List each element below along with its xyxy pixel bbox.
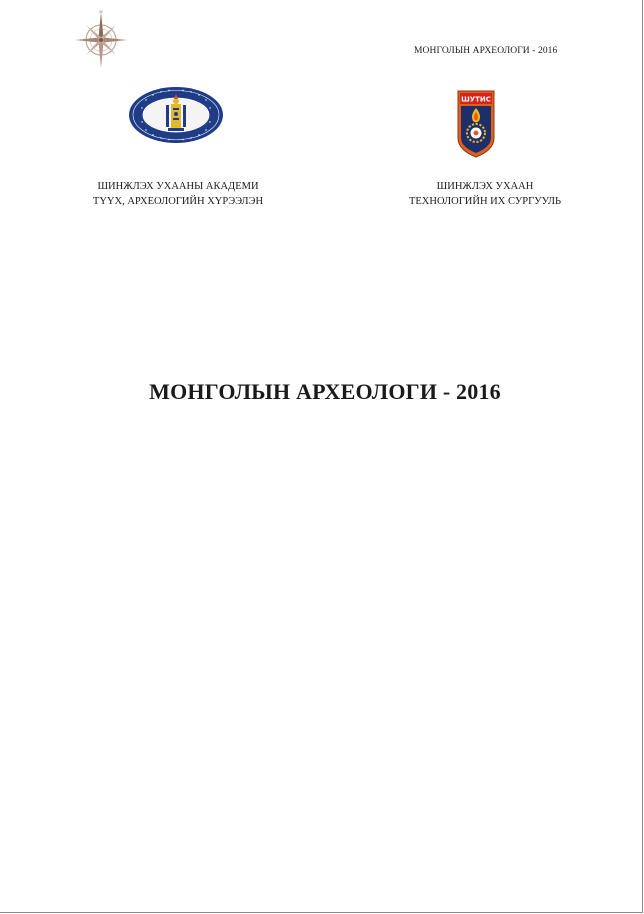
running-header: МОНГОЛЫН АРХЕОЛОГИ - 2016 [414, 46, 558, 56]
institution-left-line2: ТҮҮХ, АРХЕОЛОГИЙН ХҮРЭЭЛЭН [92, 196, 264, 207]
institution-right-line2: ТЕХНОЛОГИЙН ИХ СУРГУУЛЬ [408, 196, 562, 207]
page-title: МОНГОЛЫН АРХЕОЛОГИ - 2016 [149, 379, 501, 404]
institution-right [390, 179, 580, 209]
university-logo-label: ШУТИС [461, 95, 491, 104]
svg-text:N: N [99, 9, 103, 14]
compass-rose-icon [74, 8, 128, 68]
academy-emblem-icon [128, 86, 224, 144]
institution-right-line1: ШИНЖЛЭХ УХААН [436, 181, 534, 192]
university-emblem-icon [457, 90, 495, 158]
institution-left-line1: ШИНЖЛЭХ УХААНЫ АКАДЕМИ [97, 181, 259, 192]
institution-left [78, 179, 278, 209]
